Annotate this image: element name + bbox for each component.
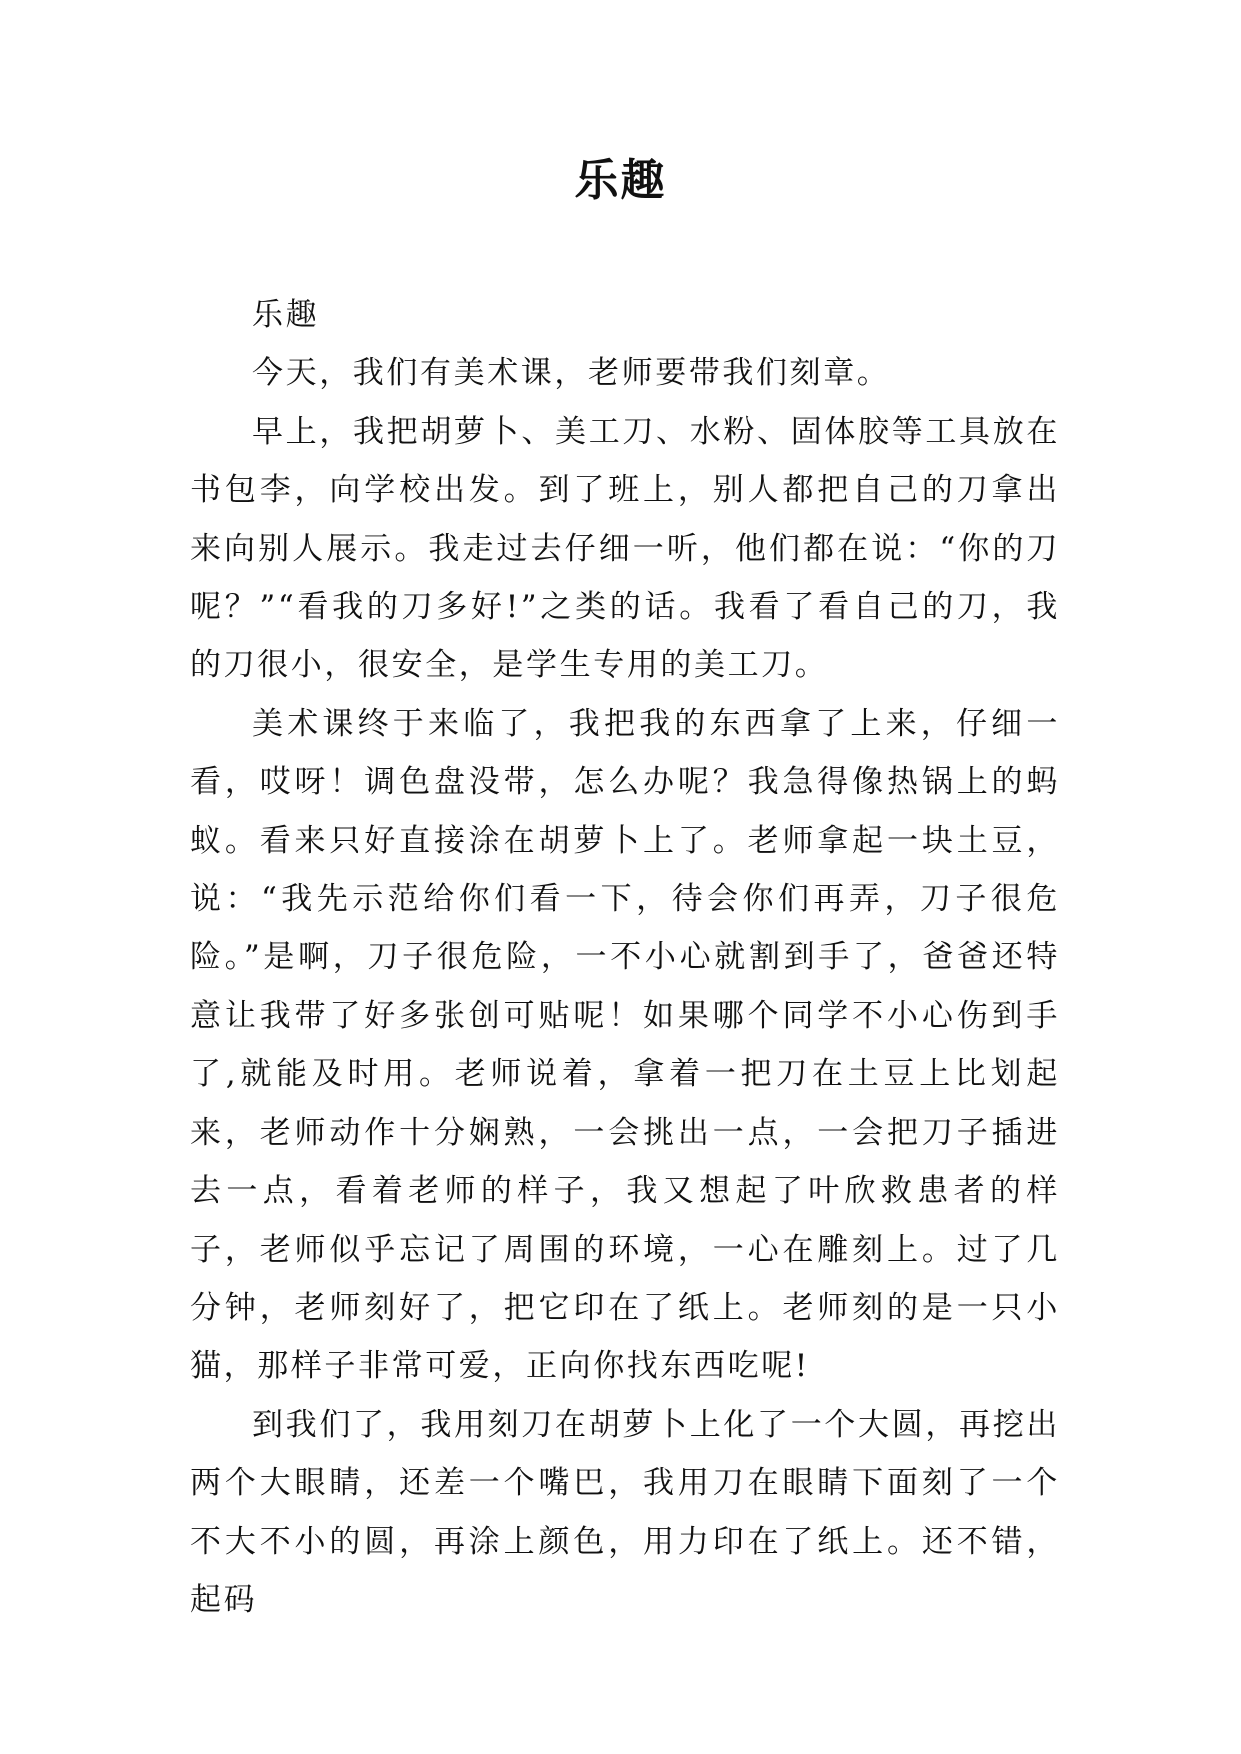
document-title: 乐趣 — [574, 155, 667, 206]
paragraph-subtitle: 乐趣 — [252, 297, 320, 333]
paragraph: 早上，我把胡萝卜、美工刀、水粉、固体胶等工具放在书包李，向学校出发。到了班上，别人都把自己的刀拿出来向别人展示。我走过去仔细一听，他们都在说：“你的刀呢？”“看我的刀多好!”之类的话。我看了看自己的刀，我的刀很小，很安全，是学生专用的美工刀。 — [190, 413, 1060, 684]
paragraph: 美术课终于来临了，我把我的东西拿了上来，仔细一看，哎呀！调色盘没带，怎么办呢？我急得像热锅上的蚂蚁。看来只好直接涂在胡萝卜上了。老师拿起一块土豆，说：“我先示范给你们看一下，待会你们再弄，刀子很危险。”是啊，刀子很危险，一不小心就割到手了，爸爸还特意让我带了好多张创可贴呢！如果哪个同学不小心伤到手了,就能及时用。老师说着，拿着一把刀在土豆上比划起来，老师动作十分娴熟，一会挑出一点，一会把刀子插进去一点，看着老师的样子，我又想起了叶欣救患者的样子，老师似乎忘记了周围的环境，一心在雕刻上。过了几分钟，老师刻好了，把它印在了纸上。老师刻的是一只小猫，那样子非常可爱，正向你找东西吃呢! — [190, 705, 1060, 1385]
paragraph: 今天，我们有美术课，老师要带我们刻章。 — [252, 355, 891, 392]
paragraph: 到我们了，我用刻刀在胡萝卜上化了一个大圆，再挖出两个大眼睛，还差一个嘴巴，我用刀在眼睛下面刻了一个不大不小的圆，再涂上颜色，用力印在了纸上。还不错，起码 — [190, 1406, 1060, 1618]
document-body — [190, 286, 1060, 1629]
